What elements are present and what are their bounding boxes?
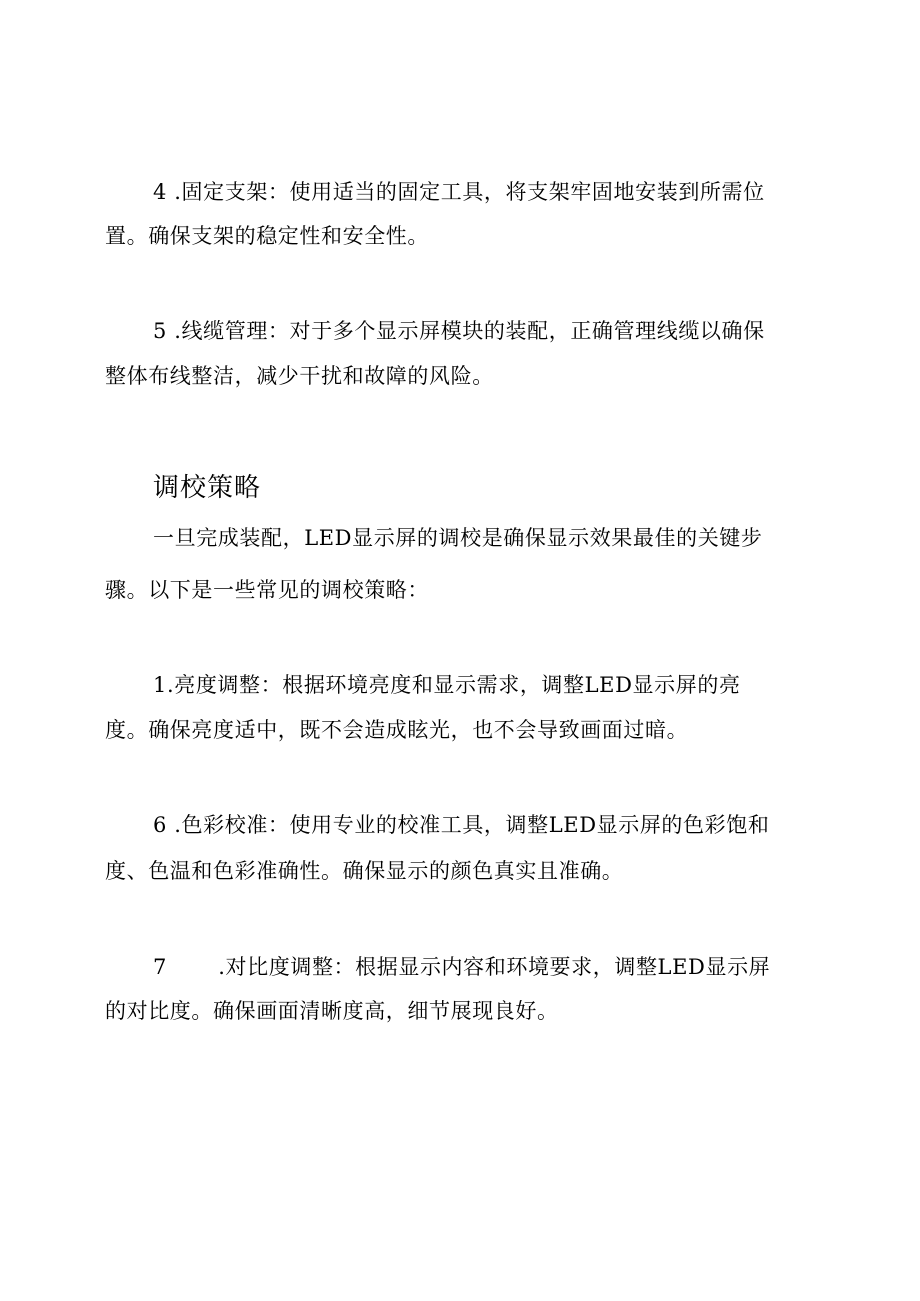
- strategy-7-line-2: 的对比度。确保画面清晰度高，细节展现良好。: [105, 999, 559, 1023]
- item-5-line-2: 整体布线整洁，减少干扰和故障的风险。: [105, 364, 494, 388]
- strategy-1-line-1: 1.亮度调整：根据环境亮度和显示需求，调整LED显示屏的亮: [153, 673, 741, 697]
- strategy-7-text-1: .对比度调整：根据显示内容和环境要求，调整LED显示屏: [218, 955, 771, 979]
- section-heading: 调校策略: [153, 473, 262, 503]
- item-4-number: 4: [153, 180, 167, 204]
- item-4-line-2: 置。确保支架的稳定性和安全性。: [105, 224, 429, 248]
- strategy-6-line-1: [153, 811, 769, 839]
- item-4-text-1: .固定支架：使用适当的固定工具，将支架牢固地安装到所需位: [174, 180, 765, 204]
- strategy-6-line-2: 度、色温和色彩准确性。确保显示的颜色真实且准确。: [105, 859, 624, 883]
- item-4-line-1: [153, 178, 765, 206]
- strategy-7-number: 7: [153, 955, 167, 979]
- strategy-6-text-1: .色彩校准：使用专业的校准工具，调整LED显示屏的色彩饱和: [174, 813, 770, 837]
- strategy-1-line-2: 度。确保亮度适中，既不会造成眩光，也不会导致画面过暗。: [105, 718, 689, 742]
- item-5-line-1: [153, 317, 765, 345]
- strategy-7-line-1: [153, 953, 770, 981]
- item-5-text-1: .线缆管理：对于多个显示屏模块的装配，正确管理线缆以确保: [174, 319, 765, 343]
- strategy-6-number: 6: [153, 813, 167, 837]
- intro-line-2: 骤。以下是一些常见的调校策略：: [105, 578, 429, 602]
- item-5-number: 5: [153, 319, 167, 343]
- intro-line-1: 一旦完成装配，LED显示屏的调校是确保显示效果最佳的关键步: [153, 526, 763, 550]
